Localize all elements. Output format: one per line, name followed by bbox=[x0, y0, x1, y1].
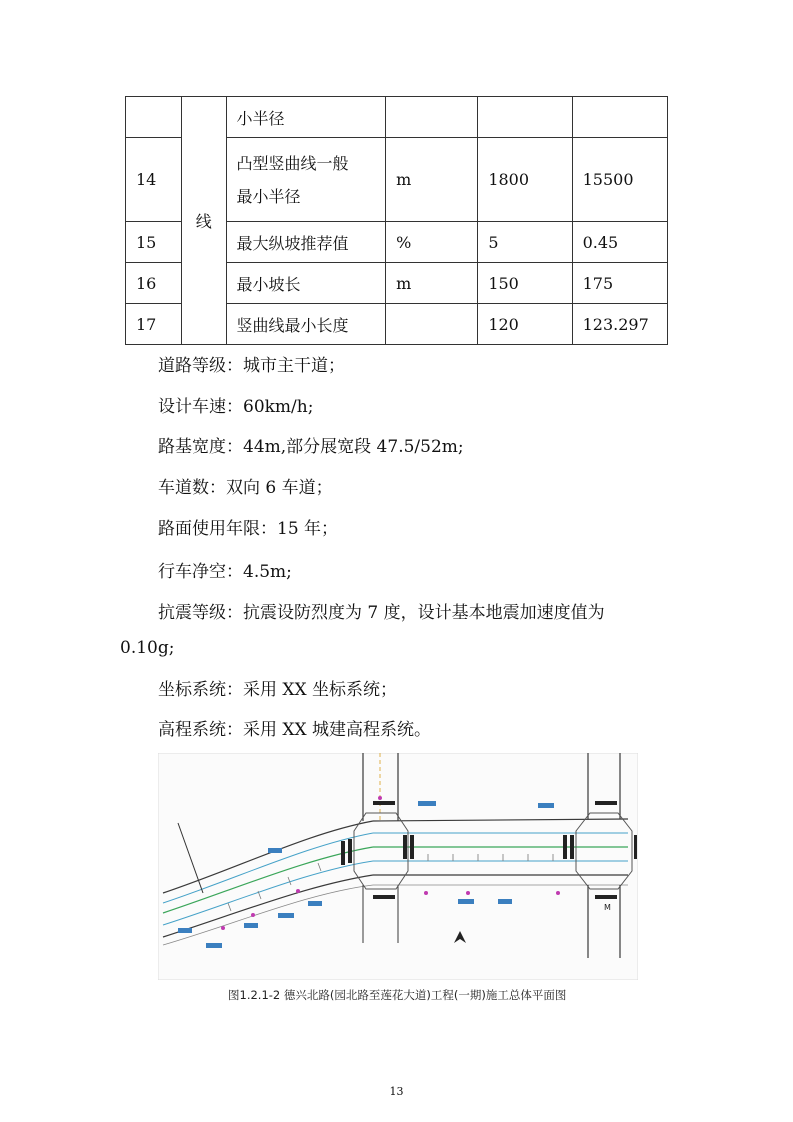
paragraph-lanes: 车道数：双向 6 车道； bbox=[158, 478, 333, 498]
value-cell: 5 bbox=[478, 222, 572, 263]
value-cell: 15500 bbox=[572, 138, 667, 222]
table-row bbox=[126, 97, 668, 138]
unit-cell: m bbox=[386, 138, 478, 222]
row-number bbox=[126, 97, 182, 138]
value-cell: 175 bbox=[572, 263, 667, 304]
item-line: 凸型竖曲线一般 bbox=[236, 153, 349, 173]
road-plan-figure bbox=[158, 753, 638, 980]
value-cell: 123.297 bbox=[572, 304, 667, 345]
paragraph-seismic-continued: 0.10g; bbox=[120, 638, 175, 658]
page-number: 13 bbox=[389, 1085, 404, 1098]
road-plan-drawing bbox=[158, 753, 638, 980]
paragraph-seismic: 抗震等级：抗震设防烈度为 7 度，设计基本地震加速度值为 bbox=[158, 603, 605, 623]
category-cell: 线 bbox=[181, 97, 226, 345]
paragraph-subgrade-width: 路基宽度：44m,部分展宽段 47.5/52m; bbox=[158, 437, 464, 457]
value-cell: 1800 bbox=[478, 138, 572, 222]
paragraph-clearance: 行车净空：4.5m; bbox=[158, 562, 292, 582]
value-cell: 150 bbox=[478, 263, 572, 304]
value-cell bbox=[572, 97, 667, 138]
row-number: 15 bbox=[126, 222, 182, 263]
value-cell: 120 bbox=[478, 304, 572, 345]
item-cell: 最大纵坡推荐值 bbox=[226, 222, 386, 263]
row-number: 16 bbox=[126, 263, 182, 304]
value-cell bbox=[478, 97, 572, 138]
item-cell: 小半径 bbox=[226, 97, 386, 138]
item-line: 最小半径 bbox=[236, 186, 301, 206]
row-number: 17 bbox=[126, 304, 182, 345]
section-label-m: M bbox=[604, 903, 611, 912]
paragraph-coordinate: 坐标系统：采用 XX 坐标系统； bbox=[158, 680, 398, 700]
paragraph-road-grade: 道路等级：城市主干道； bbox=[158, 356, 345, 376]
spec-table bbox=[125, 96, 668, 345]
item-cell: 竖曲线最小长度 bbox=[226, 304, 386, 345]
item-cell bbox=[226, 138, 386, 222]
unit-cell bbox=[386, 304, 478, 345]
paragraph-elevation: 高程系统：采用 XX 城建高程系统。 bbox=[158, 720, 432, 740]
paragraph-pavement-life: 路面使用年限：15 年； bbox=[158, 519, 339, 539]
item-cell: 最小坡长 bbox=[226, 263, 386, 304]
value-cell: 0.45 bbox=[572, 222, 667, 263]
figure-caption: 图1.2.1-2 德兴北路(园北路至莲花大道)工程(一期)施工总体平面图 bbox=[228, 988, 567, 1002]
row-number: 14 bbox=[126, 138, 182, 222]
unit-cell: % bbox=[386, 222, 478, 263]
unit-cell: m bbox=[386, 263, 478, 304]
paragraph-design-speed: 设计车速：60km/h; bbox=[158, 397, 314, 417]
unit-cell bbox=[386, 97, 478, 138]
